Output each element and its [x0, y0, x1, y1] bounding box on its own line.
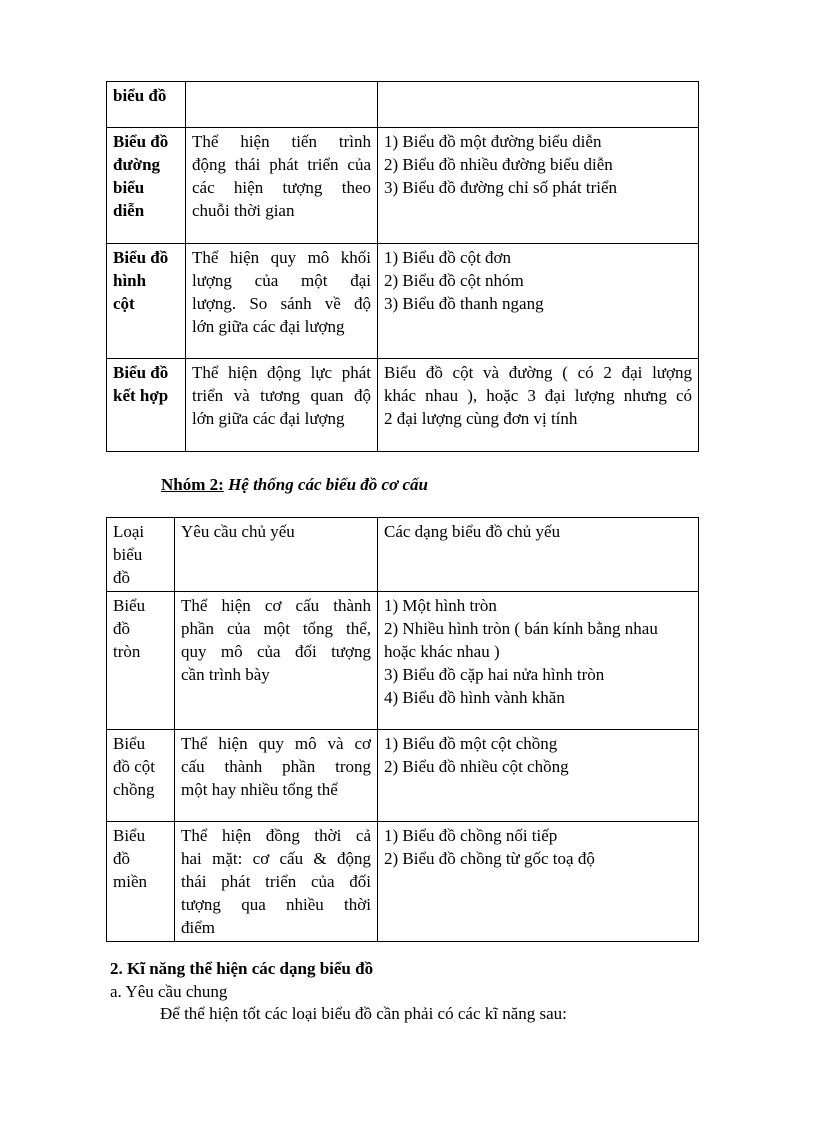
section-paragraph: Để thể hiện tốt các loại biểu đồ cần phải có các kĩ năng sau: — [160, 1004, 567, 1023]
forms-cell — [378, 730, 699, 822]
list-item: 3) Biểu đồ cặp hai nửa hình tròn — [384, 665, 605, 684]
requirement-cell: Thể hiện đồng thời cả hai mặt: cơ cấu & động thái phát triển của đối tượng qua nhiều thời điểm — [175, 822, 378, 942]
list-item: 4) Biểu đồ hình vành khăn — [384, 688, 565, 707]
list-item: 2) Biểu đồ nhiều cột chồng — [384, 757, 569, 776]
list-item: 2) Nhiều hình tròn ( bán kính bằng nhau — [384, 619, 658, 638]
list-item: Biểu đồ cột và đường ( có 2 đại lượng — [384, 363, 692, 382]
list-item: 1) Biểu đồ chồng nối tiếp — [384, 826, 558, 845]
requirement-cell — [186, 82, 378, 128]
requirement-cell: Thể hiện quy mô và cơ cấu thành phần trong một hay nhiều tổng thể — [175, 730, 378, 822]
header-cell-type: Loại biểu đồ — [107, 518, 175, 592]
list-item: 2) Biểu đồ chồng từ gốc toạ độ — [384, 849, 595, 868]
list-item: 1) Biểu đồ một đường biểu diễn — [384, 132, 602, 151]
chart-types-table-1 — [106, 81, 699, 452]
group-2-heading: Hệ thống các biểu đồ cơ cấu — [228, 475, 428, 494]
forms-cell — [378, 128, 699, 244]
table-row — [107, 244, 699, 359]
list-item: 2 đại lượng cùng đơn vị tính — [384, 409, 578, 428]
group-2-label: Nhóm 2: — [161, 475, 224, 494]
header-cell-requirement: Yêu cầu chủ yếu — [175, 518, 378, 592]
section-subheading: a. Yêu cầu chung — [110, 982, 228, 1001]
table-row — [107, 359, 699, 452]
group-2-title — [161, 473, 428, 496]
list-item: 1) Biểu đồ một cột chồng — [384, 734, 558, 753]
forms-cell — [378, 244, 699, 359]
header-cell-forms: Các dạng biểu đồ chủ yếu — [378, 518, 699, 592]
list-item: khác nhau ), hoặc 3 đại lượng nhưng có — [384, 386, 692, 405]
list-item: 3) Biểu đồ đường chỉ số phát triển — [384, 178, 618, 197]
list-item: 3) Biểu đồ thanh ngang — [384, 294, 544, 313]
chart-type-cell: Biểu đồ miền — [107, 822, 175, 942]
chart-type-cell: Biểu đồ kết hợp — [107, 359, 186, 452]
chart-type-cell: biểu đồ — [107, 82, 186, 128]
chart-types-table-2 — [106, 517, 699, 942]
requirement-cell: Thể hiện tiến trình động thái phát triển của các hiện tượng theo chuỗi thời gian — [186, 128, 378, 244]
requirement-cell: Thể hiện động lực phát triển và tương quan độ lớn giữa các đại lượng — [186, 359, 378, 452]
section-heading: 2. Kĩ năng thể hiện các dạng biểu đồ — [110, 959, 374, 978]
forms-cell — [378, 592, 699, 730]
requirement-cell: Thể hiện quy mô khối lượng của một đại lượng. So sánh về độ lớn giữa các đại lượng — [186, 244, 378, 359]
list-item: hoặc khác nhau ) — [384, 642, 500, 661]
forms-cell — [378, 822, 699, 942]
table-row — [107, 592, 699, 730]
chart-type-cell: Biểu đồ đường biểu diễn — [107, 128, 186, 244]
list-item: 2) Biểu đồ nhiều đường biểu diễn — [384, 155, 613, 174]
list-item: 2) Biểu đồ cột nhóm — [384, 271, 524, 290]
chart-type-cell: Biểu đồ tròn — [107, 592, 175, 730]
forms-cell — [378, 359, 699, 452]
table-row — [107, 730, 699, 822]
table-row — [107, 128, 699, 244]
requirement-cell: Thể hiện cơ cấu thành phần của một tổng thể, quy mô của đối tượng cần trình bày — [175, 592, 378, 730]
chart-type-cell: Biểu đồ hình cột — [107, 244, 186, 359]
list-item: 1) Một hình tròn — [384, 596, 497, 615]
table-row — [107, 822, 699, 942]
list-item: 1) Biểu đồ cột đơn — [384, 248, 512, 267]
table-header-row — [107, 518, 699, 592]
forms-cell — [378, 82, 699, 128]
table-row — [107, 82, 699, 128]
chart-type-cell: Biểu đồ cột chồng — [107, 730, 175, 822]
